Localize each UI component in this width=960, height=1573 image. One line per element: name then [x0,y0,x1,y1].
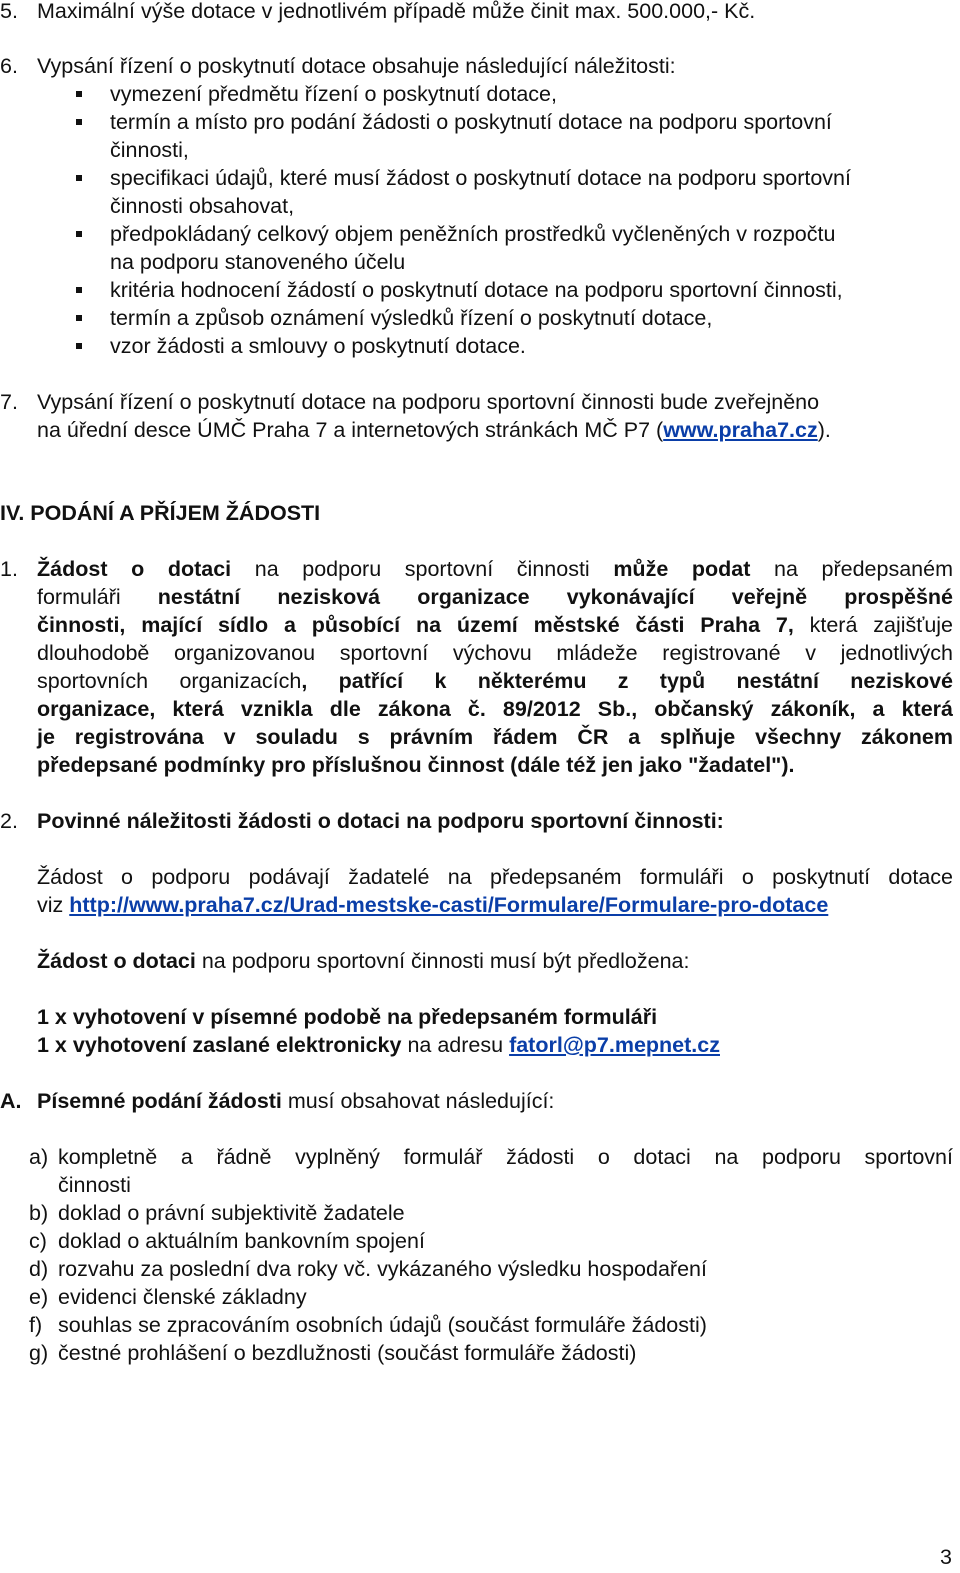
paragraph-line: organizace, která vznikla dle zákona č. 89/2012 Sb., občanský zákoník, a která [37,697,953,721]
list-item: předpokládaný celkový objem peněžních prostředků vyčleněných v rozpočtu [110,222,836,246]
paragraph-text: na úřední desce ÚMČ Praha 7 a internetových stránkách MČ P7 (www.praha7.cz). [37,418,831,442]
bullet-marker [76,287,82,293]
paragraph-line: 1 x vyhotovení v písemné podobě na předepsaném formuláři [37,1005,658,1029]
section-heading: IV. PODÁNÍ A PŘÍJEM ŽÁDOSTI [0,501,321,525]
forms-link[interactable]: http://www.praha7.cz/Urad-mestske-casti/Formulare/Formulare-pro-dotace [69,893,829,917]
list-item: rozvahu za poslední dva roky vč. vykázaného výsledku hospodaření [58,1257,707,1281]
paragraph-line: dlouhodobě organizovanou sportovní výchovu mládeže registrované v jednotlivých [37,641,953,665]
list-item-continuation: na podporu stanoveného účelu [110,250,406,274]
paragraph-line: činnosti, mající sídlo a působící na území městské části Praha 7, která zajišťuje [37,613,954,637]
bullet-marker [76,231,82,237]
list-marker: c) [29,1229,47,1253]
item-number: 1. [0,557,18,581]
list-item: doklad o aktuálním bankovním spojení [58,1229,425,1253]
list-marker: d) [29,1257,49,1281]
list-marker: g) [29,1341,49,1365]
paragraph-line: Písemné podání žádosti musí obsahovat následující: [37,1089,555,1113]
list-item: termín a místo pro podání žádosti o poskytnutí dotace na podporu sportovní [110,110,832,134]
list-item: evidenci členské základny [58,1285,307,1309]
bullet-marker [76,315,82,321]
bullet-marker [76,91,82,97]
bullet-marker [76,175,82,181]
list-item-continuation: činnosti [58,1173,131,1197]
paragraph-line: Žádost o dotaci na podporu sportovní činnosti může podat na předepsaném [37,557,953,581]
bullet-marker [76,343,82,349]
item-number: 6. [0,54,18,78]
page-number: 3 [940,1545,952,1569]
list-item: čestné prohlášení o bezdlužnosti (součást formuláře žádosti) [58,1341,637,1365]
item-number: 2. [0,809,18,833]
paragraph-line: viz http://www.praha7.cz/Urad-mestske-casti/Formulare/Formulare-pro-dotace [37,893,829,917]
list-item-continuation: činnosti obsahovat, [110,194,295,218]
paragraph-text: Vypsání řízení o poskytnutí dotace obsahuje následující náležitosti: [37,54,676,78]
paragraph-text: Vypsání řízení o poskytnutí dotace na podporu sportovní činnosti bude zveřejněno [37,390,820,414]
list-item: souhlas se zpracováním osobních údajů (součást formuláře žádosti) [58,1313,707,1337]
paragraph-line: Žádost o podporu podávají žadatelé na předepsaném formuláři o poskytnutí dotace [37,865,953,889]
list-item: kritéria hodnocení žádostí o poskytnutí dotace na podporu sportovní činnosti, [110,278,843,302]
list-item: doklad o právní subjektivitě žadatele [58,1201,405,1225]
item-number: 7. [0,390,18,414]
item-number: A. [0,1089,22,1113]
paragraph-line: předepsané podmínky pro příslušnou činnost (dále též jen jako "žadatel"). [37,753,795,777]
list-item: vymezení předmětu řízení o poskytnutí dotace, [110,82,557,106]
bullet-marker [76,119,82,125]
paragraph-line: sportovních organizacích, patřící k některému z typů nestátní neziskové [37,669,953,693]
paragraph-text: Maximální výše dotace v jednotlivém případě může činit max. 500.000,- Kč. [37,0,756,23]
list-item-continuation: činnosti, [110,138,189,162]
list-marker: b) [29,1201,49,1225]
list-item: kompletně a řádně vyplněný formulář žádosti o dotaci na podporu sportovní [58,1145,953,1169]
list-marker: e) [29,1285,49,1309]
list-marker: a) [29,1145,49,1169]
list-marker: f) [29,1313,43,1337]
paragraph-line: Žádost o dotaci na podporu sportovní činnosti musí být předložena: [37,949,690,973]
paragraph-line: 1 x vyhotovení zaslané elektronicky na adresu fatorl@p7.mepnet.cz [37,1033,720,1057]
email-link[interactable]: fatorl@p7.mepnet.cz [509,1033,720,1057]
website-link[interactable]: www.praha7.cz [663,418,818,442]
subsection-heading: Povinné náležitosti žádosti o dotaci na podporu sportovní činnosti: [37,809,724,833]
paragraph-line: formuláři nestátní nezisková organizace vykonávající veřejně prospěšné [37,585,953,609]
list-item: termín a způsob oznámení výsledků řízení o poskytnutí dotace, [110,306,713,330]
list-item: vzor žádosti a smlouvy o poskytnutí dotace. [110,334,526,358]
paragraph-line: je registrována v souladu s právním řádem ČR a splňuje všechny zákonem [37,725,953,749]
list-item: specifikaci údajů, které musí žádost o poskytnutí dotace na podporu sportovní [110,166,851,190]
item-number: 5. [0,0,18,23]
